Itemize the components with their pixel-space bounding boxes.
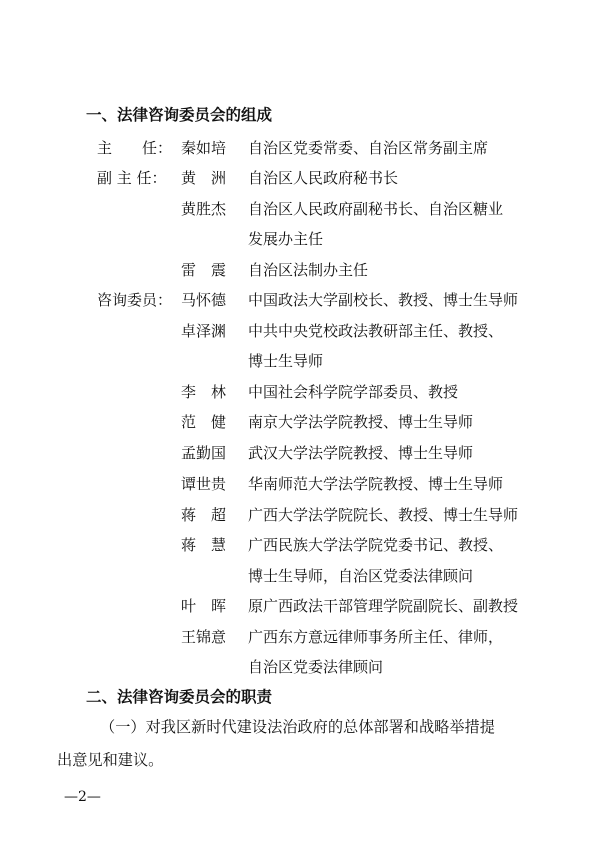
member-name: 卓泽渊 — [181, 322, 227, 340]
deputy-role-label: 副 主 任： — [97, 169, 167, 187]
member-title: 广西民族大学法学院党委书记、教授、 — [248, 536, 504, 554]
member-title: 武汉大学法学院教授、博士生导师 — [248, 444, 474, 462]
section-1-heading: 一、法律咨询委员会的组成 — [86, 106, 273, 124]
member-title: 原广西政法干部管理学院副院长、副教授 — [248, 597, 519, 615]
member-title: 广西东方意远律师事务所主任、律师， — [248, 628, 504, 646]
duty-paragraph-line1: （一）对我区新时代建设法治政府的总体部署和战略举措提 — [100, 718, 495, 736]
deputy-3-title: 自治区法制办主任 — [248, 261, 369, 279]
member-name: 王锦意 — [181, 628, 227, 646]
deputy-1-name: 黄 洲 — [181, 169, 227, 187]
member-name: 孟勤国 — [181, 444, 227, 462]
member-name: 蒋 超 — [181, 506, 227, 524]
member-title: 广西大学法学院院长、教授、博士生导师 — [248, 506, 519, 524]
member-title: 南京大学法学院教授、博士生导师 — [248, 413, 474, 431]
deputy-3-name: 雷 震 — [181, 261, 227, 279]
member-name: 叶 晖 — [181, 597, 227, 615]
deputy-2-title-line2: 发展办主任 — [248, 230, 324, 248]
member-title: 华南师范大学法学院教授、博士生导师 — [248, 475, 504, 493]
member-title-continued: 博士生导师，自治区党委法律顾问 — [248, 567, 474, 585]
director-role-label: 主 任： — [97, 139, 173, 157]
deputy-2-title-line1: 自治区人民政府副秘书长、自治区糖业 — [248, 200, 504, 218]
member-title: 中国政法大学副校长、教授、博士生导师 — [248, 291, 519, 309]
member-name: 李 林 — [181, 383, 227, 401]
member-name: 谭世贵 — [181, 475, 227, 493]
section-2-heading: 二、法律咨询委员会的职责 — [86, 688, 273, 706]
page-number: —2— — [64, 789, 101, 805]
member-title-continued: 自治区党委法律顾问 — [248, 658, 384, 676]
member-name: 马怀德 — [181, 291, 227, 309]
member-title: 中国社会科学院学部委员、教授 — [248, 383, 459, 401]
member-name: 蒋 慧 — [181, 536, 227, 554]
member-name: 范 健 — [181, 413, 227, 431]
director-name: 秦如培 — [181, 139, 227, 157]
deputy-2-name: 黄胜杰 — [181, 200, 227, 218]
duty-paragraph-line2: 出意见和建议。 — [57, 751, 164, 769]
director-title: 自治区党委常委、自治区常务副主席 — [248, 139, 489, 157]
deputy-1-title: 自治区人民政府秘书长 — [248, 169, 399, 187]
member-role-label: 咨询委员： — [97, 291, 173, 309]
member-title-continued: 博士生导师 — [248, 352, 324, 370]
member-title: 中共中央党校政法教研部主任、教授、 — [248, 322, 504, 340]
